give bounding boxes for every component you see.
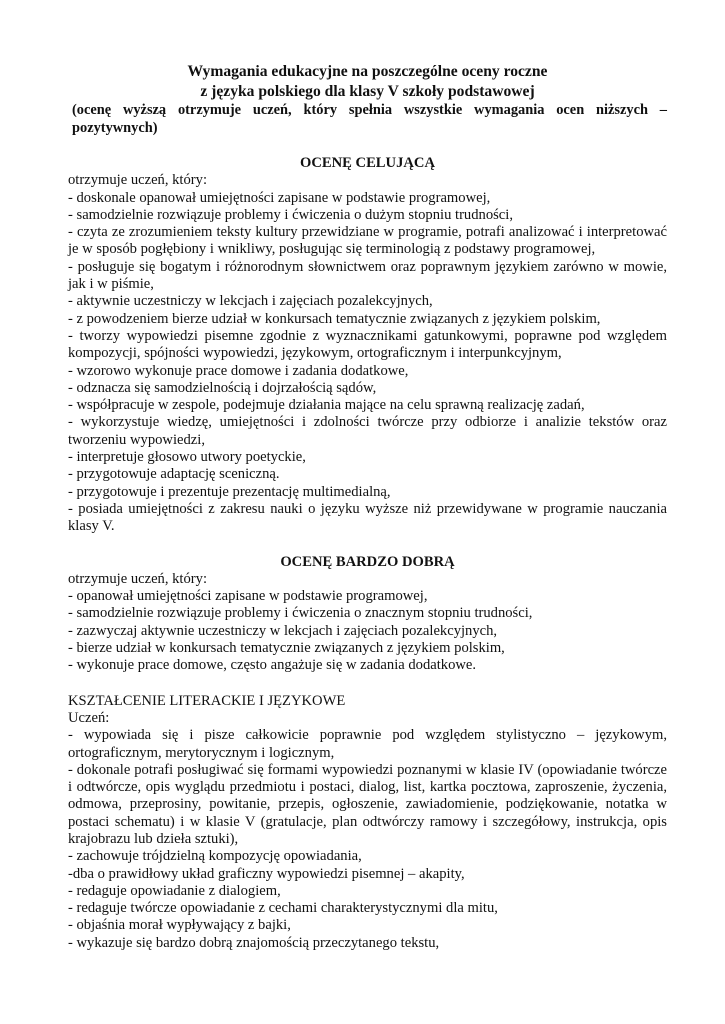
list-item: - posiada umiejętności z zakresu nauki o języku wyższe niż przewidywane w programie nauczania klasy V. (68, 500, 667, 535)
list-item: - wykazuje się bardzo dobrą znajomością przeczytanego tekstu, (68, 934, 440, 951)
section-ksztalcenie-intro: Uczeń: (68, 709, 110, 726)
list-item: - wypowiada się i pisze całkowicie poprawnie pod względem stylistyczno – językowym, ortograficznym, merytorycznym i logicznym, (68, 727, 667, 761)
list-item: - objaśnia morał wypływający z bajki, (68, 917, 291, 934)
section-celujaca-intro: otrzymuje uczeń, który: (68, 172, 207, 189)
list-item: - odznacza się samodzielnością i dojrzałością sądów, (68, 379, 377, 396)
list-item: - z powodzeniem bierze udział w konkursach tematycznie związanych z językiem polskim, (68, 310, 601, 327)
list-item: - przygotowuje adaptację sceniczną. (68, 466, 280, 483)
document-subtitle: (ocenę wyższą otrzymuje uczeń, który spełnia wszystkie wymagania ocen niższych – pozytywnych) (72, 102, 667, 136)
section-bardzo-dobra-list (68, 588, 667, 674)
list-item: - czyta ze zrozumieniem teksty kultury przewidziane w programie, potrafi analizować i interpretować je w sposób pogłębiony i wnikliwy, posługując się terminologią z podstawy programowej, (68, 224, 667, 258)
section-ksztalcenie (68, 693, 667, 952)
document-title-line-2: z języka polskiego dla klasy V szkoły podstawowej (200, 83, 535, 100)
list-item: - opanował umiejętności zapisane w podstawie programowej, (68, 588, 428, 605)
section-ksztalcenie-heading: KSZTAŁCENIE LITERACKIE I JĘZYKOWE (68, 692, 346, 709)
list-item: - współpracuje w zespole, podejmuje działania mające na celu sprawną realizację zadań, (68, 397, 585, 414)
list-item: - doskonale opanował umiejętności zapisane w podstawie programowej, (68, 189, 491, 206)
section-ksztalcenie-list (68, 727, 667, 952)
list-item: - redaguje twórcze opowiadanie z cechami charakterystycznymi dla mitu, (68, 900, 498, 917)
list-item: - wykonuje prace domowe, często angażuje się w zadania dodatkowe. (68, 657, 477, 674)
list-item: - posługuje się bogatym i różnorodnym słownictwem oraz poprawnym językiem zarówno w mowie, jak i w piśmie, (68, 258, 667, 293)
list-item: - zachowuje trójdzielną kompozycję opowiadania, (68, 848, 362, 865)
list-item: - przygotowuje i prezentuje prezentację multimedialną, (68, 483, 391, 500)
document-title-line-1: Wymagania edukacyjne na poszczególne oceny roczne (187, 63, 548, 80)
list-item: - wykorzystuje wiedzę, umiejętności i zdolności twórcze przy odbiorze i analizie tekstów oraz tworzeniu wypowiedzi, (68, 414, 667, 448)
list-item: - redaguje opowiadanie z dialogiem, (68, 882, 281, 899)
section-celujaca (68, 155, 667, 536)
list-item: - interpretuje głosowo utwory poetyckie, (68, 449, 306, 466)
list-item: - samodzielnie rozwiązuje problemy i ćwiczenia o dużym stopniu trudności, (68, 206, 513, 223)
list-item: - tworzy wypowiedzi pisemne zgodnie z wyznacznikami gatunkowymi, poprawne pod względem kompozycji, spójności wypowiedzi, językowym, ortograficznym i interpunkcyjnym, (68, 327, 667, 362)
list-item: - zazwyczaj aktywnie uczestniczy w lekcjach i zajęciach pozalekcyjnych, (68, 622, 498, 639)
section-bardzo-dobra-heading: OCENĘ BARDZO DOBRĄ (280, 553, 455, 570)
list-item: - bierze udział w konkursach tematycznie związanych z językiem polskim, (68, 640, 505, 657)
list-item: - dokonale potrafi posługiwać się formami wypowiedzi poznanymi w klasie IV (opowiadanie twórcze i odtwórcze, opis wyglądu przedmiotu i postaci, dialog, list, kartka pocztowa, zaproszenie, życzenia, odmowa, przeprosiny, powitanie, przepis, ogłoszenie, zawiadomienie, podziękowanie, notatka w postaci schematu) i w klasie V (gratulacje, plan odtwórczy ramowy i szczegółowy, instrukcja, opis krajobrazu lub dzieła sztuki), (68, 761, 667, 847)
section-bardzo-dobra-intro: otrzymuje uczeń, który: (68, 570, 207, 587)
section-celujaca-heading: OCENĘ CELUJĄCĄ (299, 155, 435, 171)
list-item: - aktywnie uczestniczy w lekcjach i zajęciach pozalekcyjnych, (68, 293, 433, 310)
list-item: - wzorowo wykonuje prace domowe i zadania dodatkowe, (68, 362, 409, 379)
list-item: -dba o prawidłowy układ graficzny wypowiedzi pisemnej – akapity, (68, 865, 465, 882)
section-celujaca-list (68, 190, 667, 536)
list-item: - samodzielnie rozwiązuje problemy i ćwiczenia o znacznym stopniu trudności, (68, 605, 533, 622)
section-bardzo-dobra (68, 554, 667, 675)
